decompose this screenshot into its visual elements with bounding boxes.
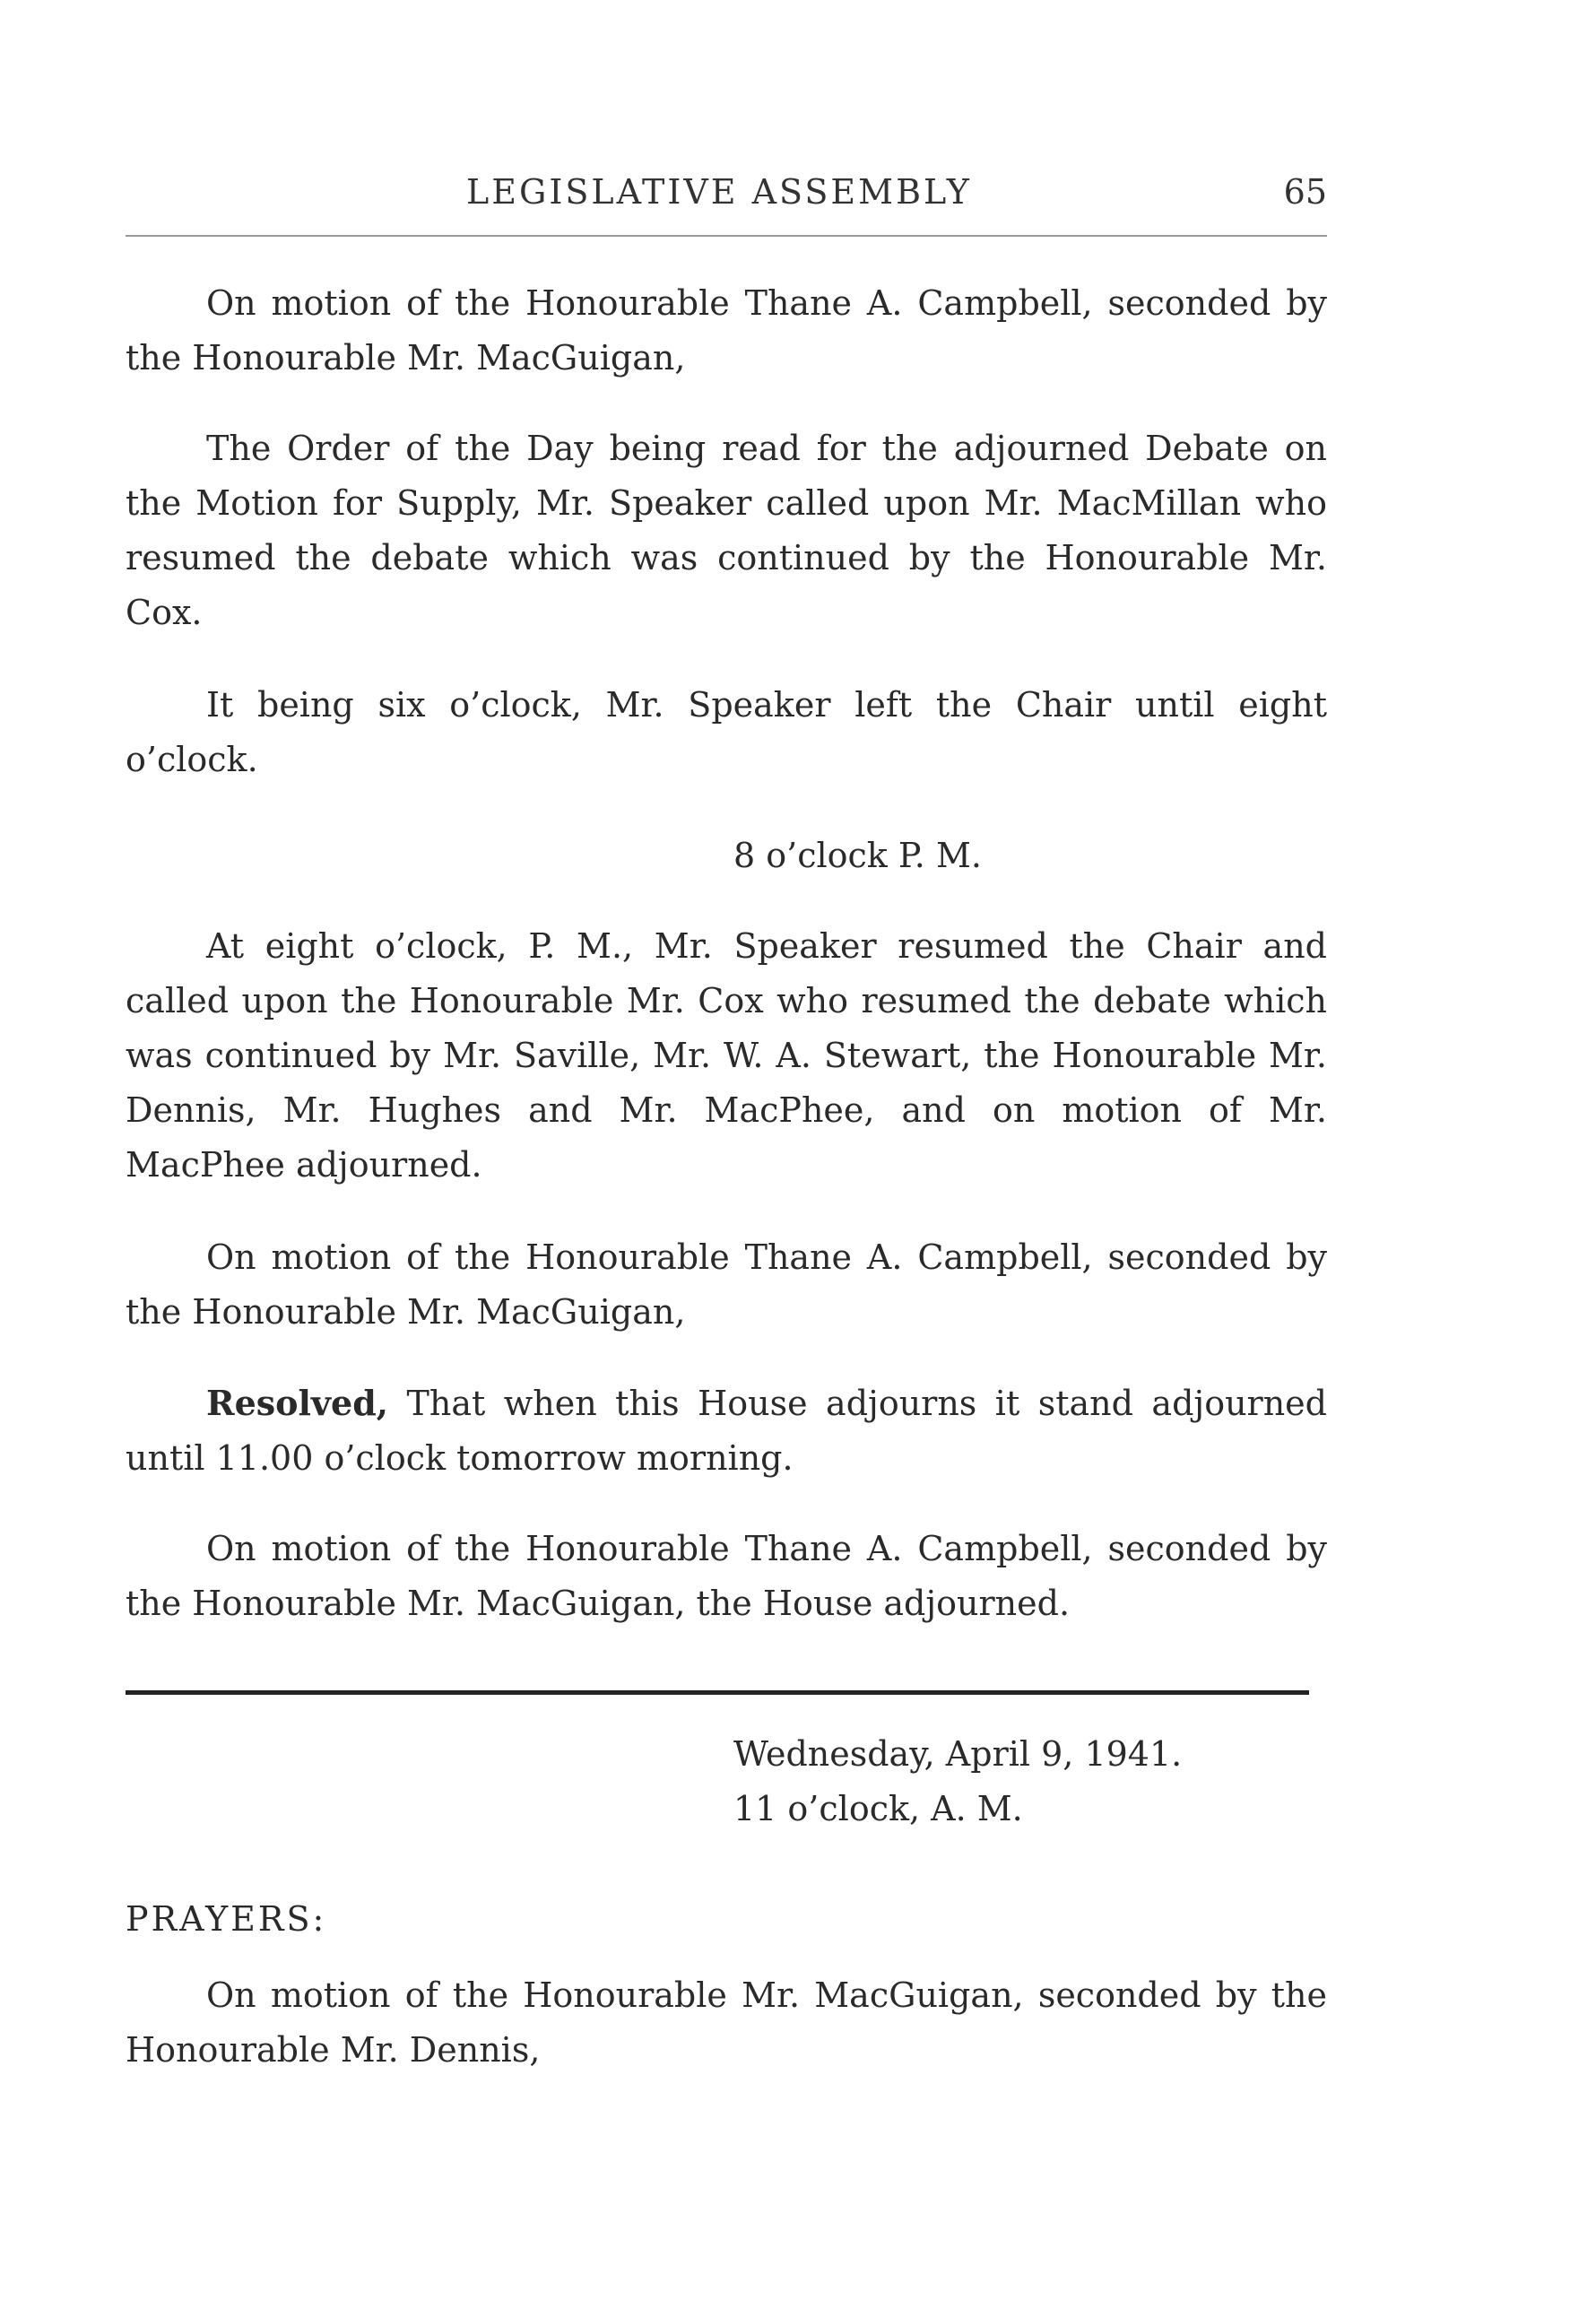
running-title: LEGISLATIVE ASSEMBLY [466,172,972,212]
paragraph-resolved [126,1376,1327,1486]
prayers-heading: PRAYERS: [126,1899,327,1939]
paragraph-motion-1 [126,276,1327,386]
resolved-text: That when this House adjourns it stand adjourned until 11.00 o’clock tomorrow morning. [126,1384,1327,1478]
time-heading: 8 o’clock P. M. [733,836,982,875]
paragraph-text: On motion of the Honourable Thane A. Campbell, seconded by the Honourable Mr. MacGuigan, the House adjourned. [126,1529,1327,1623]
paragraph-text: At eight o’clock, P. M., Mr. Speaker resumed the Chair and called upon the Honourable Mr. Cox who resumed the debate which was continued by Mr. Saville, Mr. W. A. Stewart, the Honourable Mr. Dennis, Mr. Hughes and Mr. MacPhee, and on motion of Mr. MacPhee adjourned. [126,926,1327,1185]
sitting-time: 11 o’clock, A. M. [733,1789,1023,1828]
header-rule [126,235,1327,237]
paragraph-order-of-day [126,421,1327,640]
paragraph-text [126,1376,1327,1486]
paragraph-text: It being six o’clock, Mr. Speaker left the Chair until eight o’clock. [126,685,1327,779]
paragraph-six-oclock [126,678,1327,787]
paragraph-adjourned [126,1522,1327,1631]
sitting-date: Wednesday, April 9, 1941. [733,1734,1183,1774]
paragraph-text: On motion of the Honourable Thane A. Campbell, seconded by the Honourable Mr. MacGuigan, [126,1237,1327,1332]
resolved-label: Resolved, [206,1383,388,1423]
paragraph-motion-3 [126,1968,1327,2078]
paragraph-eight-oclock [126,919,1327,1193]
paragraph-motion-2 [126,1230,1327,1340]
paragraph-text: The Order of the Day being read for the adjourned Debate on the Motion for Supply, Mr. Speaker called upon Mr. MacMillan who resumed the debate which was continued by the Honourable Mr. Cox. [126,429,1327,632]
paragraph-text: On motion of the Honourable Thane A. Campbell, seconded by the Honourable Mr. MacGuigan, [126,283,1327,378]
page-number: 65 [1283,172,1327,212]
running-head [126,172,1327,226]
section-divider [126,1690,1309,1695]
paragraph-text: On motion of the Honourable Mr. MacGuigan, seconded by the Honourable Mr. Dennis, [126,1975,1327,2070]
